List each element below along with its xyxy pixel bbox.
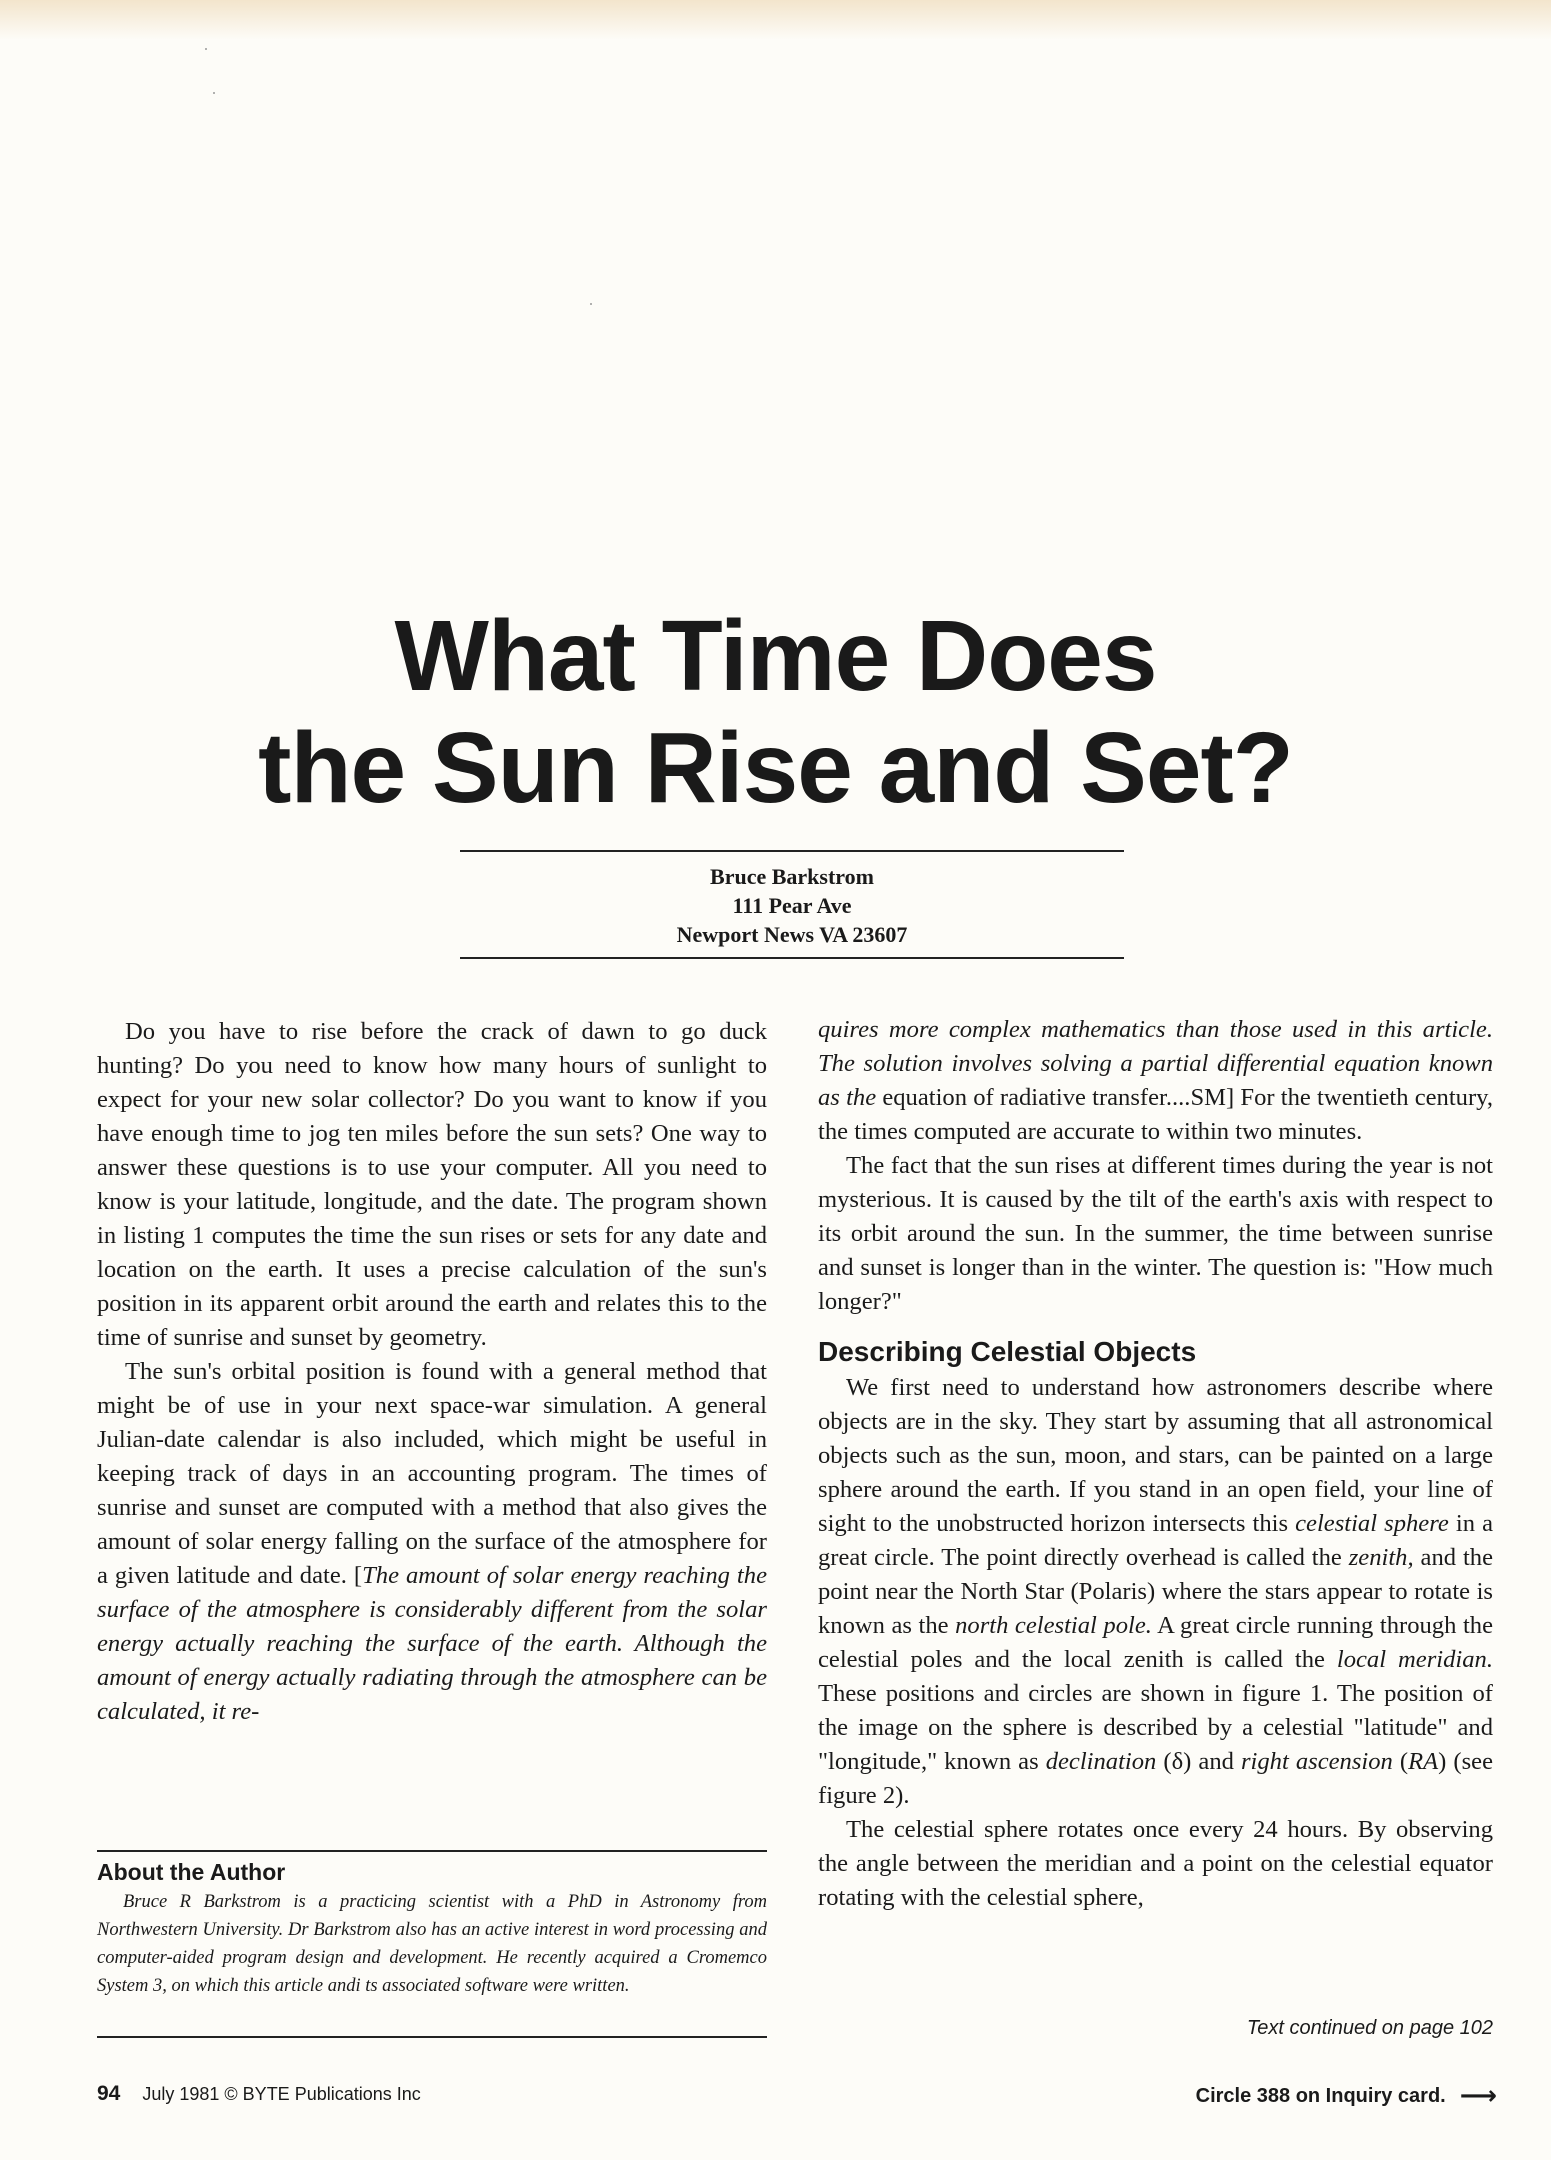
page-top-tint — [0, 0, 1551, 40]
paragraph: The celestial sphere rotates once every 24 hours. By observing the angle between the meridian and a point on the celestial equator rotating with the celestial sphere, — [818, 1816, 1493, 1911]
term: north celestial pole. — [955, 1612, 1152, 1639]
author-city: Newport News VA 23607 — [676, 922, 908, 947]
text-run: ) (see figure 2). — [818, 1748, 1493, 1809]
paragraph — [97, 1355, 767, 1729]
author-box-text: Bruce R Barkstrom is a practicing scientist with a PhD in Astronomy from Northwestern University. Dr Barkstrom also has an active interest in word processing and computer-aided program design and development. He recently acquired a Cromemco System 3, on which this article andi ts associated software were written. — [97, 1892, 767, 1996]
author-name: Bruce Barkstrom — [710, 864, 874, 889]
paper-speck — [213, 92, 215, 94]
text-run: A great circle running through the celestial poles and the local zenith is called the — [818, 1612, 1493, 1673]
term: RA — [1408, 1748, 1439, 1775]
paper-speck — [590, 303, 592, 305]
text-run: ( — [1392, 1748, 1409, 1775]
author-box-bottom-rule — [97, 2036, 767, 2038]
right-arrow-icon: ⟶ — [1459, 2080, 1497, 2110]
byline-bottom-rule — [460, 957, 1124, 959]
text-run: in a great circle. The point directly overhead is called the — [818, 1510, 1493, 1571]
byline — [460, 862, 1124, 949]
text-run: (δ) and — [1156, 1748, 1241, 1775]
inquiry-text: Circle 388 on Inquiry card. — [1195, 2085, 1446, 2107]
paragraph — [818, 1371, 1493, 1813]
text-run: These positions and circles are shown in figure 1. The position of the image on the sphere is described by a celestial "latitude" and "longitude," known as — [818, 1680, 1493, 1775]
term: zenith, — [1348, 1544, 1414, 1571]
title-line-2: the Sun Rise and Set? — [258, 712, 1293, 824]
page-footer-right — [1196, 2080, 1497, 2111]
author-box-heading: About the Author — [97, 1859, 286, 1885]
paragraph-text: The sun's orbital position is found with a general method that might be of use in your next space-war simulation. A general Julian-date calendar is also included, which might be useful in keeping track of days in an accounting program. The times of sunrise and sunset are computed with a method that also gives the amount of solar energy falling on the surface of the atmosphere for a given latitude and date. [ — [97, 1358, 767, 1589]
term: celestial sphere — [1295, 1510, 1449, 1537]
author-box-top-rule — [97, 1850, 767, 1852]
paragraph — [818, 1013, 1493, 1149]
text-run: and the point near the North Star (Polaris) where the stars appear to rotate is known as the — [818, 1544, 1493, 1639]
issue-line: July 1981 © BYTE Publications Inc — [142, 2084, 421, 2104]
term: right ascension — [1240, 1748, 1393, 1775]
section-heading: Describing Celestial Objects — [818, 1336, 1197, 1367]
page-number: 94 — [97, 2082, 121, 2105]
column-right — [818, 1013, 1493, 1915]
paragraph: The fact that the sun rises at different times during the year is not mysterious. It is caused by the tilt of the earth's axis with respect to its orbit around the sun. In the summer, the time between sunrise and sunset is longer than in the winter. The question is: "How much longer?" — [818, 1152, 1493, 1315]
column-left — [97, 1015, 767, 1729]
editor-note-text: The amount of solar energy reaching the surface of the atmosphere is considerably different from the solar energy actually reaching the surface of the earth. Although the amount of energy actually radiating through the atmosphere can be calculated, it re- — [97, 1562, 767, 1725]
author-street: 111 Pear Ave — [732, 893, 852, 918]
term: declination — [1045, 1748, 1157, 1775]
byline-top-rule — [460, 850, 1124, 852]
text-run: We first need to understand how astronomers describe where objects are in the sky. They start by assuming that all astronomical objects such as the sun, moon, and stars, can be painted on a large sphere around the earth. If you stand in an open field, your line of sight to the unobstructed horizon intersects this — [818, 1374, 1493, 1537]
term: local meridian. — [1336, 1646, 1493, 1673]
article-title — [0, 600, 1551, 824]
paragraph-text: equation of radiative transfer....SM] For the twentieth century, the times computed are accurate to within two minutes. — [818, 1084, 1494, 1145]
about-the-author — [97, 1856, 767, 2000]
continued-note: Text continued on page 102 — [1246, 2017, 1493, 2039]
title-line-1: What Time Does — [394, 600, 1157, 712]
editor-note-text: quires more complex mathematics than those used in this article. The solution involves solving a partial differential equation known as the — [818, 1016, 1493, 1111]
paragraph: Do you have to rise before the crack of dawn to go duck hunting? Do you need to know how many hours of sunlight to expect for your new solar collector? Do you want to know if you have enough time to jog ten miles before the sun sets? One way to answer these questions is to use your computer. All you need to know is your latitude, longitude, and the date. The program shown in listing 1 computes the time the sun rises or sets for any date and location on the earth. It uses a precise calculation of the sun's position in its apparent orbit around the earth and relates this to the time of sunrise and sunset by geometry. — [97, 1018, 767, 1351]
page-footer-left — [97, 2082, 421, 2106]
paper-speck — [205, 48, 207, 50]
